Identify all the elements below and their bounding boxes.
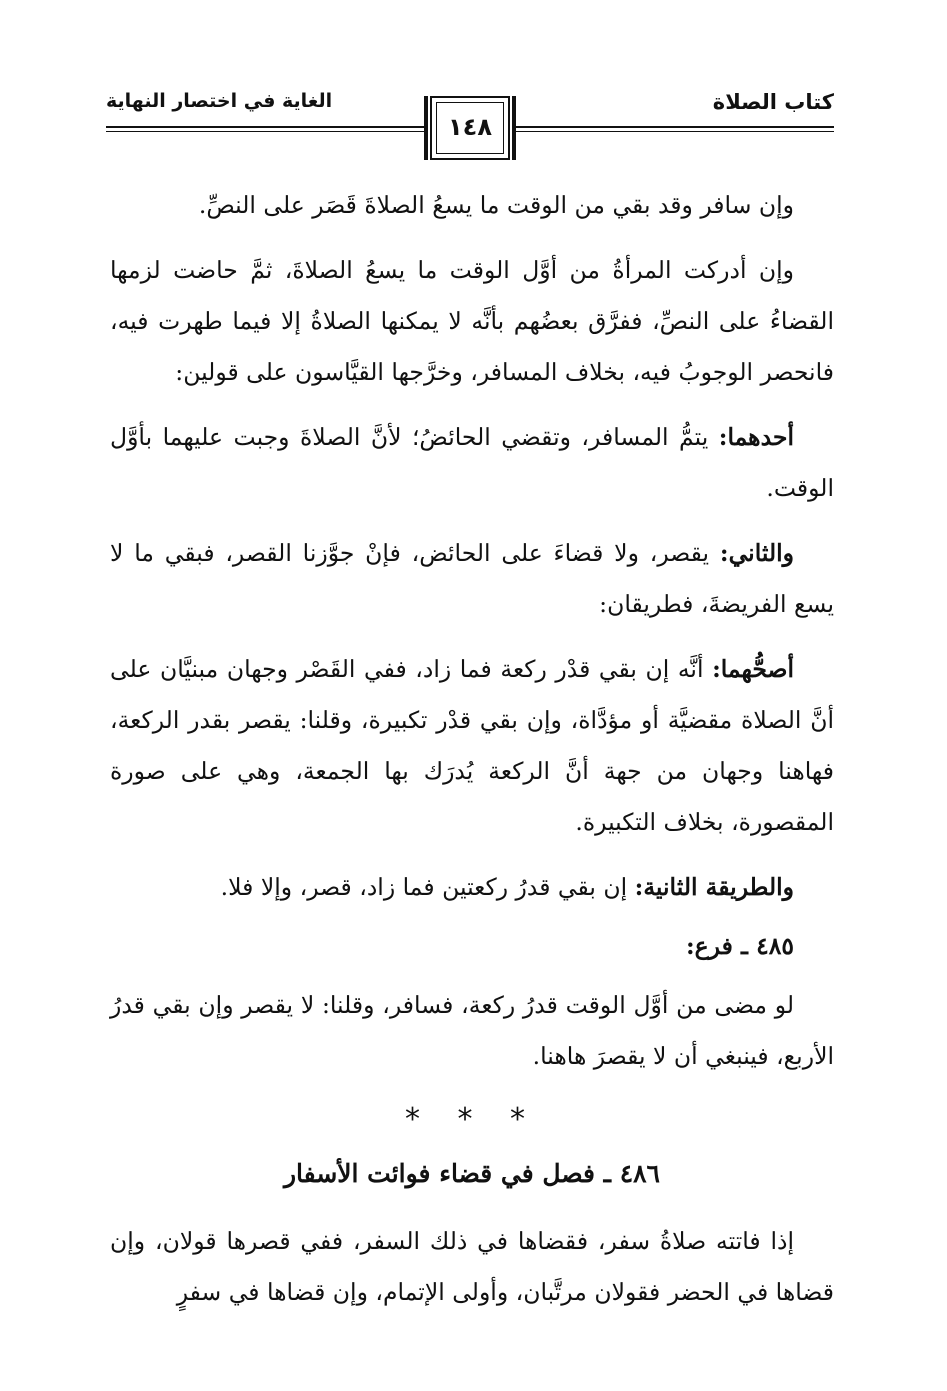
paragraph-most-correct-text: أنَّه إن بقي قدْر ركعة فما زاد، ففي القَصْر وجهان مبنيَّان على أنَّ الصلاة مقضيَّة أو مؤدَّاة، وإن بقي قدْر تكبيرة، وقلنا: يقصر بقدر الركعة، فهاهنا وجهان من جهة أنَّ الركعة يُدرَك بها الجمعة، وهي على صورة المقصورة، بخلاف التكبيرة. (110, 655, 834, 836)
page-number-frame (424, 96, 516, 160)
section-separator: * * * (404, 1102, 540, 1137)
paragraph-most-correct (110, 644, 834, 848)
header-section-name: كتاب الصلاة (712, 90, 834, 114)
paragraph-first-text: يتمُّ المسافر، وتقضي الحائضُ؛ لأنَّ الصلاةَ وجبت عليهما بأوَّل الوقت. (110, 423, 834, 502)
lead-second: والثاني: (719, 539, 794, 567)
paragraph-travel: وإن سافر وقد بقي من الوقت ما يسعُ الصلاةَ قَصَر على النصِّ. (198, 191, 794, 219)
section-title: ٤٨٦ ـ فصل في قضاء فوائت الأسفار (283, 1159, 660, 1188)
page-number: ١٤٨ (448, 113, 492, 141)
lead-second-method: والطريقة الثانية: (634, 873, 794, 901)
lead-first: أحدهما: (718, 423, 794, 451)
paragraph-second-opinion (110, 528, 834, 630)
paragraph-second-method (110, 862, 834, 913)
paragraph-second-method-text: إن بقي قدرُ ركعتين فما زاد، قصر، وإلا فلا. (220, 873, 628, 901)
paragraph-missed-prayers: إذا فاتته صلاةُ سفر، فقضاها في ذلك السفر، ففي قصرها قولان، وإن قضاها في الحضر فقولان مرتَّبان، وأولى الإتمام، وإن قضاها في سفرٍ (110, 1227, 834, 1306)
lead-most-correct: أصحُّهما: (712, 655, 794, 683)
paragraph-second-text: يقصر، ولا قضاءَ على الحائض، فإنْ جوَّزنا القصر، فبقي ما لا يسع الفريضةَ، فطريقان: (110, 539, 834, 618)
paragraph-branch: لو مضى من أوَّل الوقت قدرُ ركعة، فسافر، وقلنا: لا يقصر وإن بقي قدرُ الأربع، فينبغي أن لا يقصرَ هاهنا. (110, 991, 834, 1070)
running-header (106, 86, 834, 166)
branch-heading-text: ٤٨٥ ـ فرع: (685, 932, 794, 960)
paragraph-first-opinion (110, 412, 834, 514)
header-book-title: الغاية في اختصار النهاية (106, 90, 333, 112)
branch-heading (110, 921, 834, 972)
page-body (110, 180, 834, 1332)
paragraph-menstruation: وإن أدركت المرأةُ من أوَّل الوقت ما يسعُ الصلاةَ، ثمَّ حاضت لزمها القضاءُ على النصِّ، ففرَّق بعضُهم بأنَّه لا يمكنها الصلاةُ إلا فيما طهرت فيه، فانحصر الوجوبُ فيه، بخلاف المسافر، وخرَّجها القيَّاسون على قولين: (110, 256, 834, 386)
